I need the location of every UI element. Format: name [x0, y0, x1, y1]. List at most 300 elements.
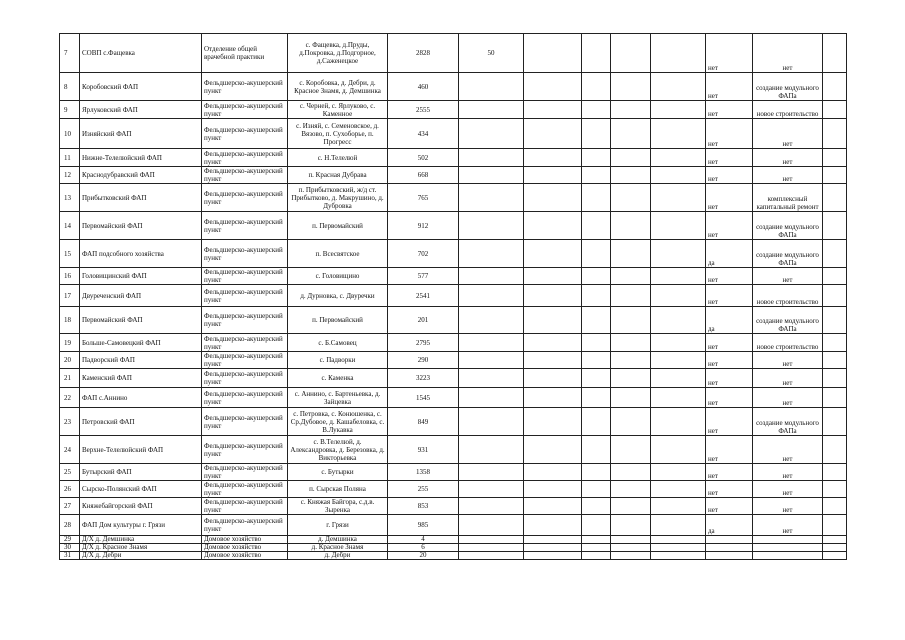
- empty-cell: [582, 184, 611, 212]
- extra-value: 50: [459, 34, 524, 73]
- population-count: 912: [388, 212, 459, 240]
- facility-type: Фельдшерско-акушерский пункт: [202, 498, 288, 515]
- population-count: 201: [388, 307, 459, 334]
- empty-cell: [582, 464, 611, 481]
- population-count: 702: [388, 240, 459, 268]
- availability-status: нет: [706, 34, 753, 73]
- empty-cell: [524, 184, 582, 212]
- facility-name: ФАП Дом культуры г. Грязи: [80, 515, 202, 536]
- table-row: [60, 388, 847, 408]
- empty-cell: [823, 408, 847, 436]
- row-number: 20: [60, 352, 80, 369]
- population-count: 2555: [388, 101, 459, 119]
- planned-action: создание модульного ФАПа: [753, 212, 823, 240]
- facility-name: Каменский ФАП: [80, 369, 202, 388]
- empty-cell: [651, 167, 706, 184]
- planned-action: нет: [753, 498, 823, 515]
- empty-cell: [582, 149, 611, 167]
- extra-value: [459, 498, 524, 515]
- population-count: 6: [388, 544, 459, 552]
- extra-value: [459, 167, 524, 184]
- planned-action: нет: [753, 388, 823, 408]
- facility-name: Больше-Самовецкий ФАП: [80, 334, 202, 352]
- planned-action: нет: [753, 167, 823, 184]
- served-settlements: с. Падворки: [288, 352, 388, 369]
- facility-name: Ярлуковский ФАП: [80, 101, 202, 119]
- empty-cell: [582, 119, 611, 149]
- served-settlements: с. Изняй, с. Семеновское, д. Вязово, п. Сухоборье, п. Прогресс: [288, 119, 388, 149]
- table-row: [60, 369, 847, 388]
- empty-cell: [524, 167, 582, 184]
- empty-cell: [582, 515, 611, 536]
- empty-cell: [651, 184, 706, 212]
- extra-value: [459, 73, 524, 101]
- empty-cell: [582, 498, 611, 515]
- row-number: 15: [60, 240, 80, 268]
- empty-cell: [823, 73, 847, 101]
- planned-action: нет: [753, 268, 823, 285]
- empty-cell: [524, 73, 582, 101]
- empty-cell: [651, 464, 706, 481]
- facility-name: Княжебайгорский ФАП: [80, 498, 202, 515]
- facility-type: Фельдшерско-акушерский пункт: [202, 408, 288, 436]
- row-number: 18: [60, 307, 80, 334]
- planned-action: создание модульного ФАПа: [753, 408, 823, 436]
- empty-cell: [524, 481, 582, 498]
- row-number: 7: [60, 34, 80, 73]
- planned-action: новое строительство: [753, 285, 823, 307]
- facility-type: Фельдшерско-акушерский пункт: [202, 240, 288, 268]
- extra-value: [459, 334, 524, 352]
- empty-cell: [611, 268, 651, 285]
- empty-cell: [582, 481, 611, 498]
- availability-status: да: [706, 515, 753, 536]
- empty-cell: [611, 307, 651, 334]
- served-settlements: п. Прибытковский, ж/д ст. Прибытково, д. Макрушино, д. Дубровка: [288, 184, 388, 212]
- empty-cell: [582, 167, 611, 184]
- facility-type: Фельдшерско-акушерский пункт: [202, 481, 288, 498]
- served-settlements: п. Первомайский: [288, 212, 388, 240]
- extra-value: [459, 515, 524, 536]
- table-row: [60, 268, 847, 285]
- population-count: 1545: [388, 388, 459, 408]
- facility-name: Первомайский ФАП: [80, 212, 202, 240]
- table-body: [60, 34, 847, 560]
- extra-value: [459, 369, 524, 388]
- empty-cell: [823, 167, 847, 184]
- planned-action: создание модульного ФАПа: [753, 73, 823, 101]
- planned-action: новое строительство: [753, 334, 823, 352]
- facility-type: Фельдшерско-акушерский пункт: [202, 212, 288, 240]
- empty-cell: [651, 334, 706, 352]
- table-row: [60, 515, 847, 536]
- facility-type: Фельдшерско-акушерский пункт: [202, 73, 288, 101]
- row-number: 28: [60, 515, 80, 536]
- facility-type: Домовое хозяйство: [202, 536, 288, 544]
- population-count: 1358: [388, 464, 459, 481]
- availability-status: нет: [706, 436, 753, 464]
- row-number: 17: [60, 285, 80, 307]
- served-settlements: д. Демшинка: [288, 536, 388, 544]
- empty-cell: [823, 352, 847, 369]
- facility-name: Изняйский ФАП: [80, 119, 202, 149]
- facility-name: Краснодубравский ФАП: [80, 167, 202, 184]
- facility-name: ФАП с.Аннино: [80, 388, 202, 408]
- facility-name: Бутырский ФАП: [80, 464, 202, 481]
- facility-name: Нижне-Телелюйский ФАП: [80, 149, 202, 167]
- empty-cell: [582, 73, 611, 101]
- facility-name: Верхне-Телелюйский ФАП: [80, 436, 202, 464]
- row-number: 31: [60, 552, 80, 560]
- row-number: 13: [60, 184, 80, 212]
- row-number: 27: [60, 498, 80, 515]
- table-row: [60, 552, 847, 560]
- availability-status: нет: [706, 101, 753, 119]
- facility-name: Падворский ФАП: [80, 352, 202, 369]
- planned-action: новое строительство: [753, 101, 823, 119]
- served-settlements: с. Фащевка, д.Пруды, д.Покровка, д.Подгорное, д.Саженецкое: [288, 34, 388, 73]
- availability-status: нет: [706, 119, 753, 149]
- planned-action: нет: [753, 352, 823, 369]
- empty-cell: [582, 240, 611, 268]
- empty-cell: [823, 119, 847, 149]
- empty-cell: [651, 436, 706, 464]
- empty-cell: [823, 464, 847, 481]
- population-count: 460: [388, 73, 459, 101]
- empty-cell: [823, 334, 847, 352]
- empty-cell: [823, 212, 847, 240]
- extra-value: [459, 536, 524, 544]
- row-number: 21: [60, 369, 80, 388]
- availability-status: нет: [706, 369, 753, 388]
- facility-name: Первомайский ФАП: [80, 307, 202, 334]
- row-number: 10: [60, 119, 80, 149]
- facility-type: Фельдшерско-акушерский пункт: [202, 436, 288, 464]
- facility-type: Фельдшерско-акушерский пункт: [202, 285, 288, 307]
- empty-cell: [611, 149, 651, 167]
- table-row: [60, 307, 847, 334]
- population-count: 668: [388, 167, 459, 184]
- row-number: 22: [60, 388, 80, 408]
- served-settlements: д. Дебри: [288, 552, 388, 560]
- population-count: 765: [388, 184, 459, 212]
- served-settlements: с. Петровка, с. Конюшенка, с. Ср.Дубовое, д. Кашабеловка, с. В.Лукавка: [288, 408, 388, 436]
- empty-cell: [823, 369, 847, 388]
- facility-type: Фельдшерско-акушерский пункт: [202, 464, 288, 481]
- row-number: 12: [60, 167, 80, 184]
- row-number: 14: [60, 212, 80, 240]
- population-count: 20: [388, 552, 459, 560]
- facility-type: Домовое хозяйство: [202, 544, 288, 552]
- empty-cell: [524, 334, 582, 352]
- empty-cell: [582, 544, 611, 552]
- extra-value: [459, 184, 524, 212]
- facility-type: Фельдшерско-акушерский пункт: [202, 369, 288, 388]
- facility-type: Отделение общей врачебной практики: [202, 34, 288, 73]
- planned-action: нет: [753, 119, 823, 149]
- empty-cell: [611, 212, 651, 240]
- empty-cell: [611, 481, 651, 498]
- served-settlements: с. Н.Телелюй: [288, 149, 388, 167]
- served-settlements: п. Красная Дубрава: [288, 167, 388, 184]
- extra-value: [459, 544, 524, 552]
- empty-cell: [582, 552, 611, 560]
- table-row: [60, 212, 847, 240]
- row-number: 9: [60, 101, 80, 119]
- empty-cell: [651, 369, 706, 388]
- empty-cell: [582, 388, 611, 408]
- availability-status: да: [706, 307, 753, 334]
- empty-cell: [651, 408, 706, 436]
- served-settlements: г. Грязи: [288, 515, 388, 536]
- availability-status: нет: [706, 212, 753, 240]
- extra-value: [459, 268, 524, 285]
- table-row: [60, 73, 847, 101]
- empty-cell: [611, 240, 651, 268]
- extra-value: [459, 212, 524, 240]
- availability-status: [706, 552, 753, 560]
- empty-cell: [651, 212, 706, 240]
- facility-name: Петровский ФАП: [80, 408, 202, 436]
- empty-cell: [651, 352, 706, 369]
- table-row: [60, 240, 847, 268]
- empty-cell: [524, 268, 582, 285]
- availability-status: нет: [706, 184, 753, 212]
- planned-action: комплексный капитальный ремонт: [753, 184, 823, 212]
- facility-type: Домовое хозяйство: [202, 552, 288, 560]
- empty-cell: [823, 436, 847, 464]
- empty-cell: [524, 34, 582, 73]
- empty-cell: [823, 536, 847, 544]
- availability-status: нет: [706, 481, 753, 498]
- planned-action: нет: [753, 149, 823, 167]
- empty-cell: [524, 498, 582, 515]
- empty-cell: [611, 119, 651, 149]
- facility-name: Прибытковский ФАП: [80, 184, 202, 212]
- planned-action: нет: [753, 515, 823, 536]
- empty-cell: [611, 352, 651, 369]
- empty-cell: [823, 268, 847, 285]
- table-row: [60, 498, 847, 515]
- served-settlements: п. Первомайский: [288, 307, 388, 334]
- population-count: 2828: [388, 34, 459, 73]
- population-count: 853: [388, 498, 459, 515]
- table-row: [60, 408, 847, 436]
- empty-cell: [651, 285, 706, 307]
- extra-value: [459, 408, 524, 436]
- availability-status: нет: [706, 388, 753, 408]
- empty-cell: [651, 388, 706, 408]
- empty-cell: [524, 240, 582, 268]
- planned-action: нет: [753, 34, 823, 73]
- availability-status: [706, 544, 753, 552]
- table-row: [60, 481, 847, 498]
- availability-status: нет: [706, 167, 753, 184]
- planned-action: нет: [753, 436, 823, 464]
- population-count: 849: [388, 408, 459, 436]
- empty-cell: [611, 536, 651, 544]
- facility-type: Фельдшерско-акушерский пункт: [202, 388, 288, 408]
- population-count: 502: [388, 149, 459, 167]
- table-row: [60, 334, 847, 352]
- empty-cell: [651, 73, 706, 101]
- population-count: 290: [388, 352, 459, 369]
- availability-status: нет: [706, 408, 753, 436]
- empty-cell: [582, 101, 611, 119]
- empty-cell: [823, 481, 847, 498]
- availability-status: нет: [706, 285, 753, 307]
- facility-type: Фельдшерско-акушерский пункт: [202, 149, 288, 167]
- facility-type: Фельдшерско-акушерский пункт: [202, 167, 288, 184]
- facility-type: Фельдшерско-акушерский пункт: [202, 184, 288, 212]
- empty-cell: [823, 307, 847, 334]
- empty-cell: [611, 73, 651, 101]
- empty-cell: [582, 34, 611, 73]
- empty-cell: [582, 212, 611, 240]
- population-count: 985: [388, 515, 459, 536]
- availability-status: нет: [706, 352, 753, 369]
- planned-action: создание модульного ФАПа: [753, 307, 823, 334]
- availability-status: нет: [706, 149, 753, 167]
- facility-type: Фельдшерско-акушерский пункт: [202, 101, 288, 119]
- facility-name: Д/Х д. Красное Знамя: [80, 544, 202, 552]
- empty-cell: [524, 388, 582, 408]
- facility-name: Двуреченский ФАП: [80, 285, 202, 307]
- empty-cell: [823, 515, 847, 536]
- table-row: [60, 184, 847, 212]
- extra-value: [459, 481, 524, 498]
- table-row: [60, 464, 847, 481]
- empty-cell: [823, 544, 847, 552]
- empty-cell: [524, 464, 582, 481]
- empty-cell: [524, 436, 582, 464]
- empty-cell: [582, 334, 611, 352]
- extra-value: [459, 352, 524, 369]
- empty-cell: [524, 149, 582, 167]
- availability-status: нет: [706, 334, 753, 352]
- facility-name: Головищинский ФАП: [80, 268, 202, 285]
- empty-cell: [611, 498, 651, 515]
- empty-cell: [582, 285, 611, 307]
- availability-status: нет: [706, 464, 753, 481]
- empty-cell: [611, 388, 651, 408]
- empty-cell: [651, 536, 706, 544]
- table-row: [60, 544, 847, 552]
- population-count: 4: [388, 536, 459, 544]
- planned-action: [753, 544, 823, 552]
- extra-value: [459, 149, 524, 167]
- row-number: 19: [60, 334, 80, 352]
- table-row: [60, 536, 847, 544]
- empty-cell: [823, 285, 847, 307]
- table-row: [60, 167, 847, 184]
- empty-cell: [611, 167, 651, 184]
- row-number: 29: [60, 536, 80, 544]
- facility-name: Коробовский ФАП: [80, 73, 202, 101]
- population-count: 2541: [388, 285, 459, 307]
- extra-value: [459, 388, 524, 408]
- empty-cell: [582, 307, 611, 334]
- facility-type: Фельдшерско-акушерский пункт: [202, 268, 288, 285]
- row-number: 30: [60, 544, 80, 552]
- empty-cell: [611, 436, 651, 464]
- empty-cell: [823, 34, 847, 73]
- table-row: [60, 436, 847, 464]
- empty-cell: [823, 240, 847, 268]
- served-settlements: с. Б.Самовец: [288, 334, 388, 352]
- served-settlements: с. Бутырки: [288, 464, 388, 481]
- population-count: 577: [388, 268, 459, 285]
- facility-name: СОВП с.Фащевка: [80, 34, 202, 73]
- empty-cell: [651, 101, 706, 119]
- empty-cell: [524, 408, 582, 436]
- served-settlements: с. Аннино, с. Бартеньевка, д. Зайцевка: [288, 388, 388, 408]
- empty-cell: [582, 352, 611, 369]
- served-settlements: с. Головищино: [288, 268, 388, 285]
- table-row: [60, 101, 847, 119]
- facility-type: Фельдшерско-акушерский пункт: [202, 334, 288, 352]
- empty-cell: [582, 369, 611, 388]
- planned-action: создание модульного ФАПа: [753, 240, 823, 268]
- population-count: 434: [388, 119, 459, 149]
- facility-name: Д/Х д. Демшинка: [80, 536, 202, 544]
- table-row: [60, 352, 847, 369]
- extra-value: [459, 464, 524, 481]
- empty-cell: [611, 184, 651, 212]
- extra-value: [459, 307, 524, 334]
- facility-name: ФАП подсобного хозяйства: [80, 240, 202, 268]
- empty-cell: [651, 481, 706, 498]
- served-settlements: с. Черней, с. Ярлуково, с. Каменное: [288, 101, 388, 119]
- empty-cell: [524, 285, 582, 307]
- empty-cell: [611, 515, 651, 536]
- empty-cell: [651, 149, 706, 167]
- empty-cell: [611, 408, 651, 436]
- empty-cell: [651, 515, 706, 536]
- served-settlements: с. Каменка: [288, 369, 388, 388]
- availability-status: нет: [706, 498, 753, 515]
- extra-value: [459, 240, 524, 268]
- empty-cell: [651, 34, 706, 73]
- extra-value: [459, 552, 524, 560]
- population-count: 2795: [388, 334, 459, 352]
- population-count: 3223: [388, 369, 459, 388]
- empty-cell: [611, 285, 651, 307]
- empty-cell: [524, 352, 582, 369]
- row-number: 24: [60, 436, 80, 464]
- row-number: 11: [60, 149, 80, 167]
- extra-value: [459, 101, 524, 119]
- empty-cell: [651, 268, 706, 285]
- empty-cell: [524, 515, 582, 536]
- empty-cell: [524, 101, 582, 119]
- empty-cell: [611, 464, 651, 481]
- served-settlements: д. Дурновка, с. Двуречки: [288, 285, 388, 307]
- availability-status: нет: [706, 73, 753, 101]
- empty-cell: [524, 119, 582, 149]
- row-number: 26: [60, 481, 80, 498]
- empty-cell: [651, 552, 706, 560]
- empty-cell: [524, 307, 582, 334]
- empty-cell: [611, 544, 651, 552]
- extra-value: [459, 436, 524, 464]
- facility-type: Фельдшерско-акушерский пункт: [202, 307, 288, 334]
- population-count: 931: [388, 436, 459, 464]
- empty-cell: [823, 498, 847, 515]
- table-row: [60, 149, 847, 167]
- empty-cell: [524, 536, 582, 544]
- empty-cell: [611, 369, 651, 388]
